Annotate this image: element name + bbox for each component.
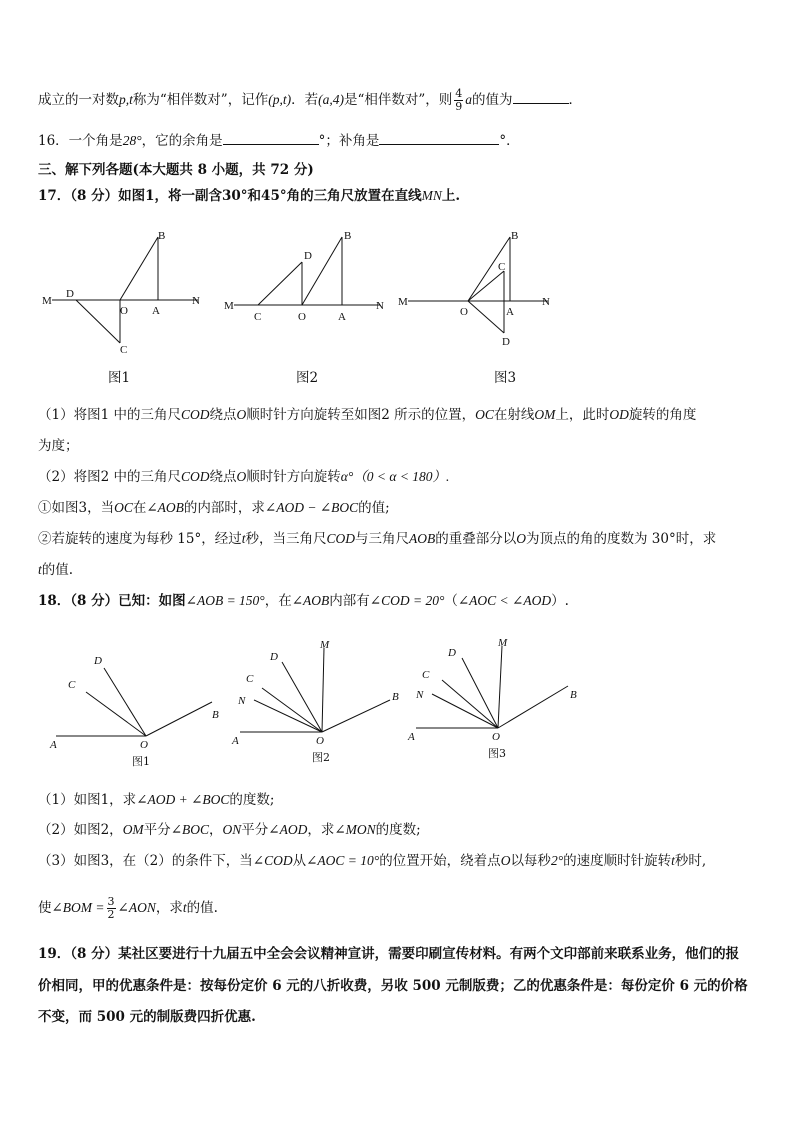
q18-part-2: （2）如图2，OM平分∠BOC，ON平分∠AOD，求∠MON的度数; <box>38 822 421 838</box>
q17-fig1-caption: 图1 <box>108 370 131 386</box>
point-D: D <box>94 655 102 667</box>
point-B: B <box>570 689 577 701</box>
q17-part-1-line2: 为度； <box>38 438 79 454</box>
q18-fig1-caption: 图1 <box>132 755 150 768</box>
point-O: O <box>492 731 500 743</box>
q18-fig3-caption: 图3 <box>488 747 506 760</box>
point-N: N <box>192 295 200 307</box>
point-C: C <box>246 673 254 685</box>
q17-part-2-2-line2: t的值. <box>38 562 74 578</box>
q17-part-2: （2）将图2 中的三角尺COD绕点O顺时针方向旋转α°（0 < α < 180）. <box>38 469 450 485</box>
q17-fig2-caption: 图2 <box>296 370 319 386</box>
question-19-line-2: 价相同，甲的优惠条件是：按每份定价 6 元的八折收费，另收 500 元制版费；乙的优惠条件是：每份定价 6 元的价格 <box>38 978 748 994</box>
point-O: O <box>120 305 128 317</box>
q17-part-2-1: ①如图3，当OC在∠AOB的内部时，求∠AOD − ∠BOC的值; <box>38 500 390 516</box>
q17-part-2-2: ②若旋转的速度为每秒 15°，经过t秒，当三角尺COD与三角尺AOB的重叠部分以O为顶点的角的度数为 30°时，求 <box>38 531 717 547</box>
q17-fig3-caption: 图3 <box>494 370 517 386</box>
point-C: C <box>254 311 262 323</box>
point-N: N <box>416 689 424 701</box>
q17-part-1: （1）将图1 中的三角尺COD绕点O顺时针方向旋转至如图2 所示的位置，OC在射线OM上，此时OD旋转的角度 <box>38 407 697 423</box>
section-3-title: 三、解下列各题(本大题共 8 小题，共 72 分) <box>38 162 314 178</box>
q17-figure-2 <box>222 225 392 360</box>
q17-figure-3 <box>396 225 566 360</box>
q18-figure-1 <box>42 640 232 770</box>
point-M: M <box>398 296 408 308</box>
fraction-3-2: $\frac{3}{2}$ <box>107 895 115 921</box>
point-C: C <box>422 669 430 681</box>
point-M: M <box>224 300 234 312</box>
question-16: 16．一个角是28°，它的余角是 °；补角是 °． <box>38 130 758 151</box>
point-B: B <box>344 230 352 242</box>
point-N: N <box>542 296 550 308</box>
point-B: B <box>212 709 219 721</box>
point-O: O <box>316 735 324 747</box>
point-B: B <box>392 691 399 703</box>
point-A: A <box>232 735 239 747</box>
point-M: M <box>320 639 330 651</box>
point-A: A <box>50 739 57 751</box>
q18-figure-2 <box>226 636 416 766</box>
point-A: A <box>152 305 160 317</box>
question-17-intro: 17．（8 分）如图1，将一副含30°和45°角的三角尺放置在直线MN上. <box>38 188 461 204</box>
q18-part-3: （3）如图3，在（2）的条件下，当∠COD从∠AOC = 10°的位置开始，绕着点O以每秒2°的速度顺时针旋转t秒时, <box>38 853 707 869</box>
point-D: D <box>304 250 312 262</box>
point-A: A <box>408 731 415 743</box>
q18-part-3-line2: 使∠BOM = $\frac{3}{2}$ ∠AON，求t的值. <box>38 895 218 921</box>
answer-blank <box>513 89 569 104</box>
point-O: O <box>140 739 148 751</box>
point-A: A <box>506 306 514 318</box>
q15-continuation: 成立的一对数p,t称为“相伴数对”，记作(p,t)．若(a,4)是“相伴数对”，则 $\frac{4}{9}$ a的值为 ． <box>38 87 583 113</box>
point-O: O <box>460 306 468 318</box>
question-19-line-1: 19．（8 分）某社区要进行十九届五中全会会议精神宣讲，需要印刷宣传材料。有两个文印部前来联系业务，他们的报 <box>38 946 740 962</box>
fraction-4-9: $\frac{4}{9}$ <box>455 87 463 113</box>
point-N: N <box>376 300 384 312</box>
point-M: M <box>498 637 508 649</box>
point-B: B <box>511 230 519 242</box>
complement-blank <box>223 130 319 145</box>
point-D: D <box>270 651 278 663</box>
q17-figure-1 <box>40 225 210 360</box>
point-D: D <box>448 647 456 659</box>
point-M: M <box>42 295 52 307</box>
supplement-blank <box>379 130 499 145</box>
point-B: B <box>158 230 166 242</box>
point-O: O <box>298 311 306 323</box>
point-C: C <box>120 344 128 356</box>
point-A: A <box>338 311 346 323</box>
point-C: C <box>498 261 506 273</box>
point-D: D <box>66 288 74 300</box>
point-C: C <box>68 679 76 691</box>
q18-part-1: （1）如图1，求∠AOD + ∠BOC的度数; <box>38 792 275 808</box>
question-18-intro: 18．（8 分）已知：如图∠AOB = 150°，在∠AOB内部有∠COD = 20°（∠AOC < ∠AOD）. <box>38 593 569 609</box>
q18-fig2-caption: 图2 <box>312 751 330 764</box>
point-D: D <box>502 336 510 348</box>
question-19-line-3: 不变，而 500 元的制版费四折优惠. <box>38 1009 256 1025</box>
point-N: N <box>238 695 246 707</box>
